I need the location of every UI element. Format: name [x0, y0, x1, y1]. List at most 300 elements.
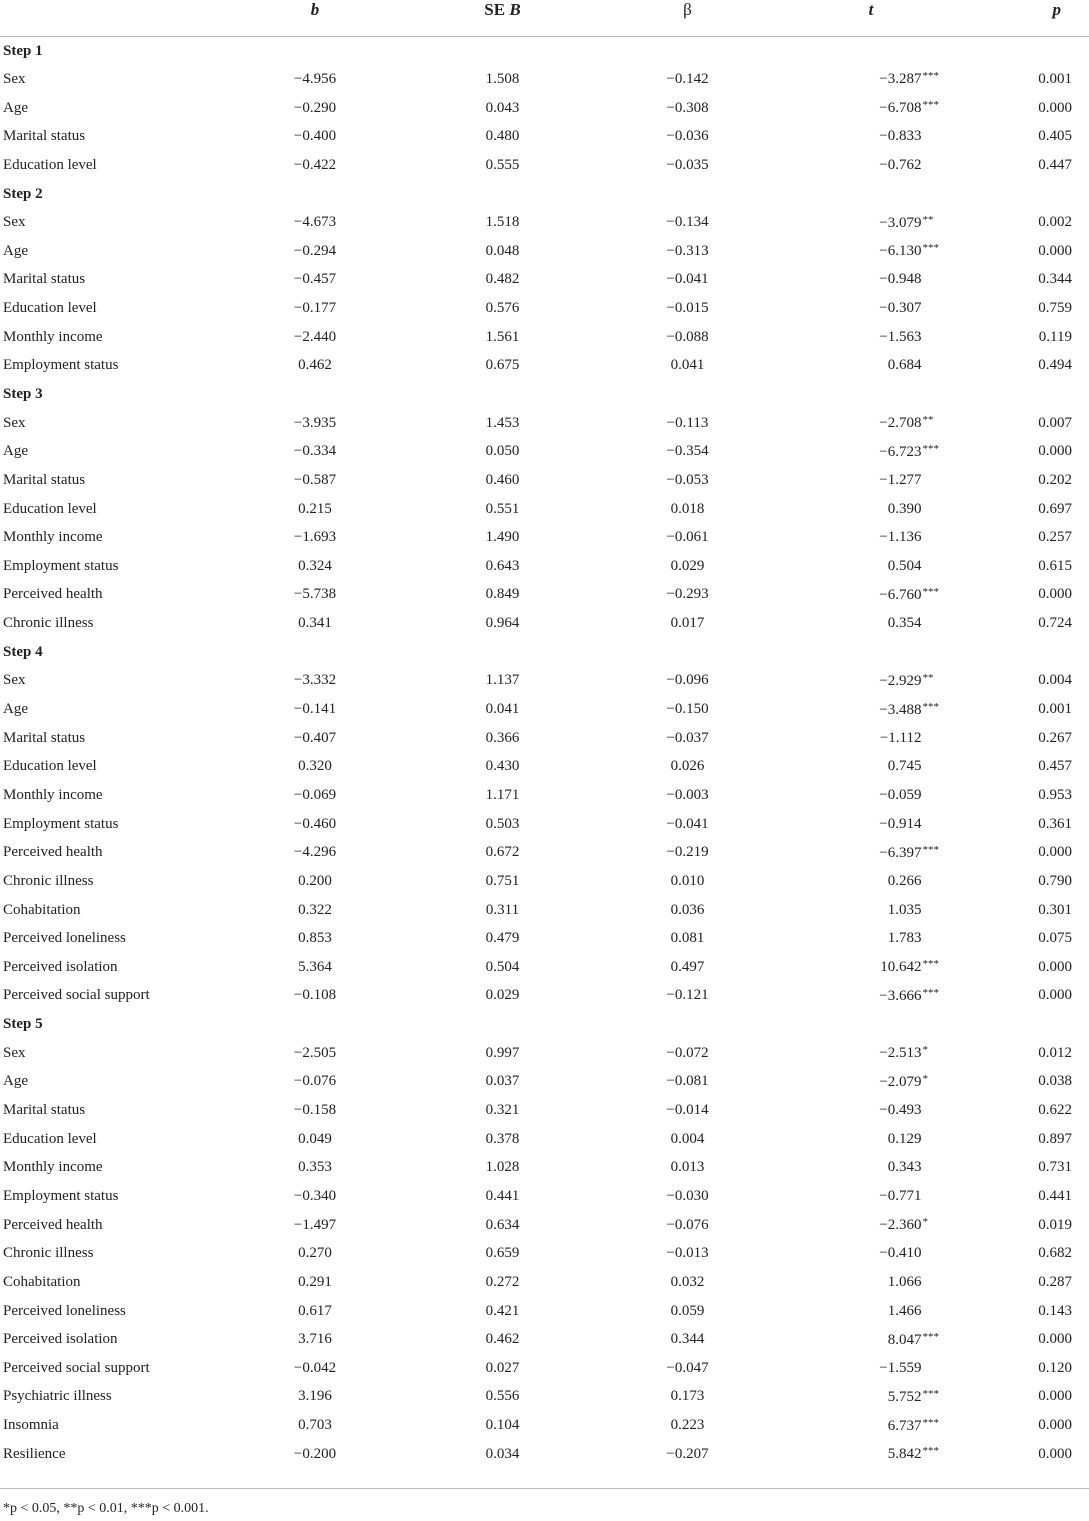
variable-name: Perceived health	[3, 586, 103, 603]
step-title: Step 3	[3, 386, 43, 402]
se-b-value: 0.675	[485, 357, 520, 374]
t-value: −6.760	[879, 586, 922, 603]
p-value: 0.622	[1038, 1102, 1072, 1119]
se-b-value: 1.028	[485, 1159, 520, 1176]
p-value: 0.457	[1038, 758, 1072, 775]
table-row	[0, 581, 1089, 610]
beta-value: 0.010	[670, 872, 705, 889]
beta-value: −0.041	[666, 271, 709, 288]
t-value: 1.466	[887, 1302, 922, 1319]
se-b-value: 0.034	[485, 1445, 520, 1462]
t-cell	[785, 838, 957, 867]
t-value: 10.642	[880, 959, 922, 976]
table-row	[0, 266, 1089, 295]
se-b-value: 0.272	[485, 1273, 520, 1290]
b-value: −0.108	[293, 987, 337, 1004]
significance-marker: ***	[922, 1330, 939, 1343]
se-b-value: 0.576	[485, 300, 520, 317]
table-row	[0, 552, 1089, 581]
beta-value: −0.354	[666, 443, 709, 460]
header-se-prefix: SE	[484, 0, 510, 19]
t-value: −3.287	[879, 71, 922, 88]
t-cell	[785, 1125, 957, 1154]
beta-value: −0.030	[666, 1187, 709, 1204]
beta-value: −0.313	[666, 242, 709, 259]
header-label	[0, 0, 215, 37]
t-value: −1.277	[879, 471, 922, 488]
variable-name: Perceived health	[3, 844, 103, 861]
t-cell	[785, 1354, 957, 1383]
t-cell	[785, 1182, 957, 1211]
beta-value: −0.035	[666, 156, 709, 173]
beta-value: −0.150	[666, 701, 709, 718]
variable-name: Employment status	[3, 815, 119, 832]
p-value: 0.000	[1038, 99, 1072, 116]
p-value: 0.301	[1038, 901, 1072, 918]
b-value: −3.935	[293, 414, 337, 431]
b-value: 3.716	[298, 1331, 332, 1348]
step-title: Step 1	[3, 42, 43, 59]
significance-marker: ***	[922, 700, 939, 713]
t-value: −6.397	[879, 844, 922, 861]
table-row	[0, 1325, 1089, 1354]
b-value: −0.334	[293, 443, 337, 460]
b-value: 0.049	[298, 1130, 332, 1147]
b-value: 0.853	[298, 930, 332, 947]
beta-value: −0.219	[666, 844, 709, 861]
t-cell	[785, 1068, 957, 1097]
beta-value: 0.223	[670, 1417, 705, 1434]
variable-name: Sex	[3, 214, 26, 231]
table-row	[0, 724, 1089, 753]
table-body	[0, 37, 1089, 1469]
table-row	[0, 953, 1089, 982]
table-row	[0, 466, 1089, 495]
header-t	[785, 0, 957, 37]
p-value: 0.000	[1038, 958, 1072, 975]
beta-value: 0.081	[670, 930, 705, 947]
t-value: −2.513	[879, 1045, 922, 1062]
table-row	[0, 609, 1089, 638]
header-b	[215, 0, 415, 37]
beta-value: 0.029	[670, 557, 705, 574]
se-b-value: 1.518	[485, 214, 520, 231]
se-b-value: 0.421	[485, 1302, 520, 1319]
se-b-value: 0.634	[485, 1216, 520, 1233]
p-value: 0.001	[1038, 70, 1072, 87]
variable-name: Insomnia	[3, 1417, 59, 1434]
b-value: 0.320	[298, 758, 332, 775]
t-cell	[785, 896, 957, 925]
significance-marker: *	[922, 1044, 928, 1057]
variable-name: Age	[3, 701, 28, 718]
b-value: −0.422	[293, 156, 337, 173]
p-value: 0.897	[1038, 1130, 1072, 1147]
b-value: 0.703	[298, 1417, 332, 1434]
b-value: 0.270	[298, 1245, 332, 1262]
t-cell	[785, 1325, 957, 1354]
p-value: 0.119	[1038, 328, 1072, 345]
t-value: −1.559	[879, 1359, 922, 1376]
table-row	[0, 208, 1089, 237]
b-value: −2.505	[293, 1044, 337, 1061]
variable-name: Sex	[3, 672, 26, 689]
significance-marker: *	[922, 1216, 928, 1229]
se-b-value: 0.643	[485, 557, 520, 574]
t-cell	[785, 1411, 957, 1440]
p-value: 0.682	[1038, 1245, 1072, 1262]
b-value: −0.587	[293, 471, 337, 488]
table-row	[0, 294, 1089, 323]
step-title: Step 4	[3, 643, 43, 660]
table-row	[0, 495, 1089, 524]
table-row	[0, 352, 1089, 381]
p-value: 0.007	[1038, 414, 1072, 431]
table-row	[0, 1125, 1089, 1154]
table-row	[0, 409, 1089, 438]
p-value: 0.000	[1038, 987, 1072, 1004]
table-row	[0, 1096, 1089, 1125]
t-cell	[785, 1440, 957, 1469]
t-value: −0.307	[879, 300, 922, 317]
se-b-value: 0.430	[485, 758, 520, 775]
variable-name: Perceived health	[3, 1216, 103, 1233]
se-b-value: 0.037	[485, 1073, 520, 1090]
b-value: −0.076	[293, 1073, 337, 1090]
table-row	[0, 323, 1089, 352]
beta-value: −0.037	[666, 729, 709, 746]
p-value: 0.000	[1038, 586, 1072, 603]
beta-value: −0.207	[666, 1445, 709, 1462]
p-value: 0.012	[1038, 1044, 1072, 1061]
table-row	[0, 1297, 1089, 1326]
se-b-value: 0.659	[485, 1245, 520, 1262]
t-cell	[785, 1039, 957, 1068]
t-cell	[785, 953, 957, 982]
se-b-value: 0.048	[485, 242, 520, 259]
table-row	[0, 838, 1089, 867]
t-cell	[785, 208, 957, 237]
beta-value: −0.076	[666, 1216, 709, 1233]
t-value: −2.360	[879, 1217, 922, 1234]
footnote: *p < 0.05, **p < 0.01, ***p < 0.001.	[3, 1501, 209, 1516]
variable-name: Perceived loneliness	[3, 930, 126, 947]
p-value: 0.615	[1038, 557, 1072, 574]
se-b-value: 0.104	[485, 1417, 520, 1434]
t-cell	[785, 1153, 957, 1182]
table-row	[0, 1153, 1089, 1182]
t-value: 1.035	[887, 901, 922, 918]
table-row	[0, 151, 1089, 180]
t-value: −6.130	[879, 243, 922, 260]
header-b-text: b	[310, 0, 320, 19]
p-value: 0.731	[1038, 1159, 1072, 1176]
t-cell	[785, 151, 957, 180]
t-value: −0.410	[879, 1245, 922, 1262]
table-row	[0, 781, 1089, 810]
t-value: 1.783	[887, 930, 922, 947]
se-b-value: 0.366	[485, 729, 520, 746]
variable-name: Cohabitation	[3, 901, 81, 918]
variable-name: Age	[3, 99, 28, 116]
t-cell	[785, 581, 957, 610]
b-value: −3.332	[293, 672, 337, 689]
t-cell	[785, 495, 957, 524]
significance-marker: **	[922, 414, 934, 427]
t-value: 5.752	[887, 1388, 922, 1405]
significance-marker: ***	[922, 1445, 939, 1458]
variable-name: Sex	[3, 1044, 26, 1061]
t-cell	[785, 237, 957, 266]
t-cell	[785, 1383, 957, 1412]
beta-value: 0.004	[670, 1130, 705, 1147]
beta-value: −0.121	[666, 987, 709, 1004]
t-value: 0.390	[887, 500, 922, 517]
beta-value: −0.134	[666, 214, 709, 231]
variable-name: Age	[3, 443, 28, 460]
b-value: −5.738	[293, 586, 337, 603]
p-value: 0.038	[1038, 1073, 1072, 1090]
table-row	[0, 122, 1089, 151]
variable-name: Employment status	[3, 357, 119, 374]
variable-name: Age	[3, 242, 28, 259]
se-b-value: 0.672	[485, 844, 520, 861]
t-cell	[785, 122, 957, 151]
variable-name: Sex	[3, 70, 26, 87]
t-value: 0.129	[887, 1130, 922, 1147]
variable-name: Marital status	[3, 271, 86, 288]
significance-marker: ***	[922, 986, 939, 999]
step-header-row	[0, 37, 1089, 66]
step-header-row	[0, 1010, 1089, 1039]
t-value: 0.343	[887, 1159, 922, 1176]
se-b-value: 0.441	[485, 1187, 520, 1204]
p-value: 0.000	[1038, 1388, 1072, 1405]
t-value: −0.833	[879, 128, 922, 145]
variable-name: Marital status	[3, 729, 86, 746]
beta-value: −0.113	[666, 414, 709, 431]
table-row	[0, 1440, 1089, 1469]
b-value: −1.693	[293, 529, 337, 546]
variable-name: Education level	[3, 300, 97, 317]
p-value: 0.000	[1038, 443, 1072, 460]
t-value: −1.112	[879, 729, 922, 746]
beta-value: −0.053	[666, 471, 709, 488]
p-value: 0.075	[1038, 930, 1072, 947]
beta-value: −0.036	[666, 128, 709, 145]
variable-name: Monthly income	[3, 786, 103, 803]
table-row	[0, 1068, 1089, 1097]
t-value: −2.929	[879, 672, 922, 689]
beta-value: 0.173	[670, 1388, 705, 1405]
significance-marker: ***	[922, 585, 939, 598]
t-value: 1.066	[887, 1273, 922, 1290]
t-value: −0.762	[879, 156, 922, 173]
variable-name: Age	[3, 1073, 28, 1090]
table-row	[0, 924, 1089, 953]
t-cell	[785, 867, 957, 896]
t-value: 8.047	[887, 1331, 922, 1348]
t-value: −3.079	[879, 214, 922, 231]
se-b-value: 0.482	[485, 271, 520, 288]
t-cell	[785, 1297, 957, 1326]
t-value: 0.266	[887, 872, 922, 889]
t-cell	[785, 94, 957, 123]
significance-marker: ***	[922, 99, 939, 112]
se-b-value: 0.041	[485, 701, 520, 718]
se-b-value: 0.462	[485, 1331, 520, 1348]
beta-value: −0.081	[666, 1073, 709, 1090]
variable-name: Education level	[3, 156, 97, 173]
t-cell	[785, 1268, 957, 1297]
se-b-value: 0.460	[485, 471, 520, 488]
table-row	[0, 1239, 1089, 1268]
table-row	[0, 896, 1089, 925]
b-value: −0.177	[293, 300, 337, 317]
table-row	[0, 1411, 1089, 1440]
variable-name: Education level	[3, 758, 97, 775]
t-value: −0.771	[879, 1187, 922, 1204]
t-value: −0.948	[879, 271, 922, 288]
header-t-text: t	[868, 0, 874, 19]
table-row	[0, 982, 1089, 1011]
variable-name: Monthly income	[3, 1159, 103, 1176]
variable-name: Resilience	[3, 1445, 66, 1462]
variable-name: Perceived loneliness	[3, 1302, 126, 1319]
significance-marker: ***	[922, 843, 939, 856]
b-value: −0.340	[293, 1187, 337, 1204]
p-value: 0.000	[1038, 242, 1072, 259]
se-b-value: 0.043	[485, 99, 520, 116]
beta-value: −0.308	[666, 99, 709, 116]
t-cell	[785, 781, 957, 810]
table-row	[0, 1354, 1089, 1383]
t-value: −0.914	[879, 815, 922, 832]
p-value: 0.202	[1038, 471, 1072, 488]
se-b-value: 0.321	[485, 1102, 520, 1119]
p-value: 0.953	[1038, 786, 1072, 803]
p-value: 0.441	[1038, 1187, 1072, 1204]
table-row	[0, 667, 1089, 696]
se-b-value: 0.504	[485, 958, 520, 975]
t-value: −0.059	[879, 786, 922, 803]
header-se-suffix: B	[509, 0, 521, 19]
variable-name: Chronic illness	[3, 615, 94, 632]
t-cell	[785, 609, 957, 638]
t-cell	[785, 294, 957, 323]
se-b-value: 0.029	[485, 987, 520, 1004]
t-cell	[785, 1211, 957, 1240]
se-b-value: 0.555	[485, 156, 520, 173]
t-cell	[785, 266, 957, 295]
table-row	[0, 1182, 1089, 1211]
p-value: 0.004	[1038, 672, 1072, 689]
se-b-value: 0.378	[485, 1130, 520, 1147]
se-b-value: 0.480	[485, 128, 520, 145]
table-row	[0, 695, 1089, 724]
b-value: 0.462	[298, 357, 332, 374]
t-value: −2.708	[879, 415, 922, 432]
t-cell	[785, 437, 957, 466]
p-value: 0.494	[1038, 357, 1072, 374]
b-value: 0.353	[298, 1159, 332, 1176]
t-value: 0.745	[887, 758, 922, 775]
table-row	[0, 1211, 1089, 1240]
variable-name: Perceived social support	[3, 1359, 150, 1376]
b-value: 0.291	[298, 1273, 332, 1290]
beta-value: −0.014	[666, 1102, 709, 1119]
variable-name: Psychiatric illness	[3, 1388, 112, 1405]
significance-marker: ***	[922, 242, 939, 255]
t-value: −2.079	[879, 1073, 922, 1090]
se-b-value: 0.027	[485, 1359, 520, 1376]
se-b-value: 0.479	[485, 930, 520, 947]
b-value: −0.200	[293, 1445, 337, 1462]
t-value: 5.842	[887, 1446, 922, 1463]
beta-value: −0.003	[666, 786, 709, 803]
beta-value: 0.018	[670, 500, 705, 517]
se-b-value: 0.050	[485, 443, 520, 460]
p-value: 0.447	[1038, 156, 1072, 173]
b-value: −0.069	[293, 786, 337, 803]
header-se-b	[415, 0, 590, 37]
t-cell	[785, 1096, 957, 1125]
se-b-value: 0.964	[485, 615, 520, 632]
se-b-value: 1.137	[485, 672, 520, 689]
t-value: 0.354	[887, 615, 922, 632]
t-value: −3.666	[879, 987, 922, 1004]
table-row	[0, 753, 1089, 782]
step-header-row	[0, 380, 1089, 409]
beta-value: −0.041	[666, 815, 709, 832]
t-value: 0.684	[887, 357, 922, 374]
se-b-value: 1.490	[485, 529, 520, 546]
t-cell	[785, 552, 957, 581]
significance-marker: ***	[922, 1387, 939, 1400]
p-value: 0.759	[1038, 300, 1072, 317]
se-b-value: 0.751	[485, 872, 520, 889]
table-row	[0, 65, 1089, 94]
table-row	[0, 1383, 1089, 1412]
variable-name: Education level	[3, 1130, 97, 1147]
se-b-value: 0.503	[485, 815, 520, 832]
significance-marker: ***	[922, 1416, 939, 1429]
p-value: 0.257	[1038, 529, 1072, 546]
b-value: −4.296	[293, 844, 337, 861]
b-value: −0.407	[293, 729, 337, 746]
b-value: 3.196	[298, 1388, 332, 1405]
variable-name: Marital status	[3, 1102, 86, 1119]
beta-value: −0.293	[666, 586, 709, 603]
variable-name: Employment status	[3, 557, 119, 574]
se-b-value: 1.171	[485, 786, 520, 803]
b-value: 0.341	[298, 615, 332, 632]
p-value: 0.000	[1038, 1417, 1072, 1434]
b-value: −2.440	[293, 328, 337, 345]
p-value: 0.000	[1038, 1445, 1072, 1462]
p-value: 0.001	[1038, 701, 1072, 718]
t-cell	[785, 323, 957, 352]
t-cell	[785, 695, 957, 724]
p-value: 0.000	[1038, 1331, 1072, 1348]
beta-value: −0.015	[666, 300, 709, 317]
p-value: 0.019	[1038, 1216, 1072, 1233]
b-value: −0.460	[293, 815, 337, 832]
se-b-value: 0.849	[485, 586, 520, 603]
footer-divider	[0, 1488, 1089, 1489]
se-b-value: 1.453	[485, 414, 520, 431]
p-value: 0.120	[1038, 1359, 1072, 1376]
